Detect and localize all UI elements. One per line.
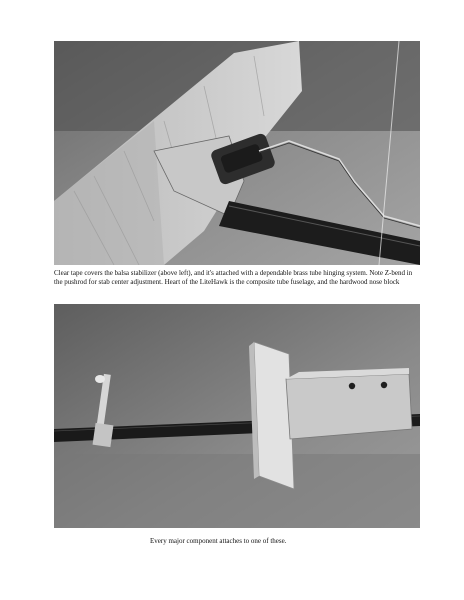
fuselage-tube-caption: Every major component attaches to one of these. [150, 537, 287, 545]
stabilizer-hinge-caption: Clear tape covers the balsa stabilizer (above left), and it's attached with a dependable brass tube hinging system. Note Z-bend in the pushrod for stab center adjustment. Heart of the LiteHawk is the composite tube fuselage, and the hardwood nose block [54, 269, 413, 287]
fuselage-tube-image [54, 304, 420, 528]
fuselage-tube-photo [54, 304, 420, 528]
stabilizer-hinge-image [54, 41, 420, 265]
stabilizer-hinge-photo [54, 41, 420, 265]
